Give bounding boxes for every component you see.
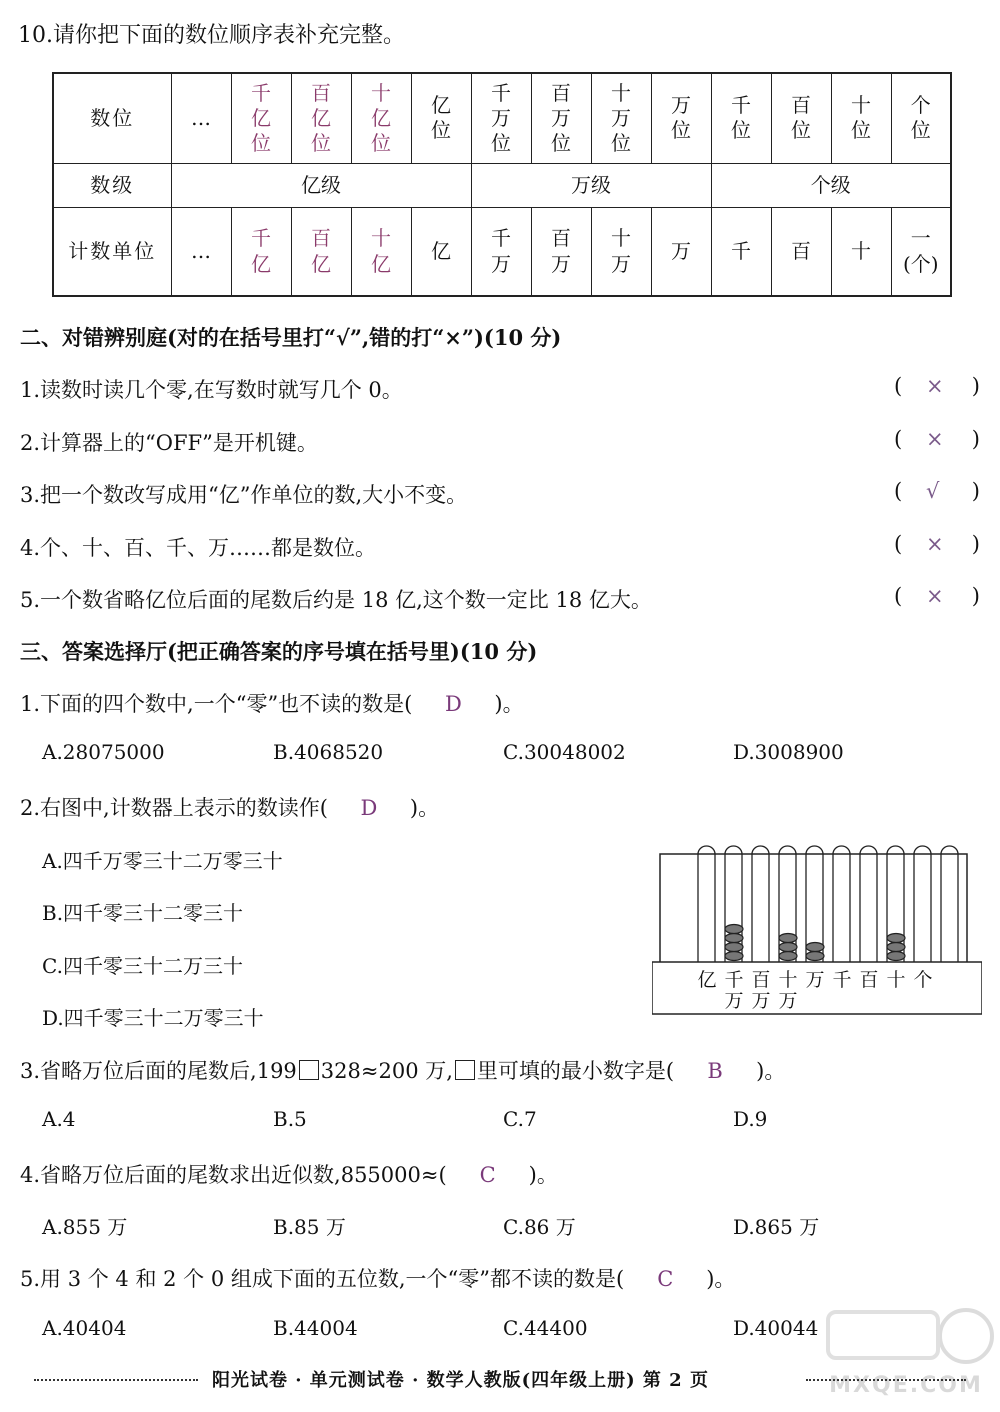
digit-cell: 百万位: [531, 73, 591, 163]
option-b: B.5: [273, 1107, 307, 1131]
unit-cell: 十万: [591, 207, 651, 296]
unit-cell: 十亿: [351, 207, 411, 296]
tf-item: 2.计算器上的“OFF”是开机键。: [20, 431, 318, 455]
abacus-label: 个: [913, 969, 933, 991]
answer-paren: ( × ): [894, 427, 980, 451]
abacus-bead: [725, 943, 743, 952]
option-c: C.86 万: [503, 1215, 576, 1239]
unit-cell: 百亿: [291, 207, 351, 296]
abacus-label: 十: [778, 969, 798, 991]
answer-paren: ( × ): [894, 374, 980, 398]
option-c: C.四千零三十二万三十: [42, 954, 243, 978]
footer-divider-left: [34, 1379, 198, 1381]
abacus-bead: [725, 925, 743, 934]
abacus-bead: [725, 952, 743, 961]
abacus-label: 十: [886, 969, 906, 991]
abacus-bead: [887, 952, 905, 961]
page-footer: [0, 1366, 1000, 1396]
abacus-label: 千: [724, 969, 744, 991]
unit-cell: 千万: [471, 207, 531, 296]
abacus-figure: [652, 838, 982, 1018]
option-d: D.9: [733, 1107, 768, 1131]
footer-text: 阳光试卷 · 单元测试卷 · 数学人教版(四年级上册) 第 2 页: [212, 1370, 709, 1391]
unit-cell: 百万: [531, 207, 591, 296]
abacus-bead: [779, 943, 797, 952]
digit-cell: 万位: [651, 73, 711, 163]
abacus-label: 万: [751, 990, 771, 1012]
option-a: A.855 万: [42, 1215, 128, 1239]
mc-question-3: 3.省略万位后面的尾数后,199 328≈200 万, 里可填的最小数字是( B )。: [20, 1059, 786, 1083]
row-label-level: 数级: [53, 163, 171, 207]
answer-paren: ( × ): [894, 584, 980, 608]
unit-cell: 十: [831, 207, 891, 296]
option-c: C.44400: [503, 1316, 588, 1340]
abacus-rod: [860, 846, 877, 962]
mc-question-2: 2.右图中,计数器上表示的数读作( D )。: [20, 796, 440, 820]
digit-cell: 千位: [711, 73, 771, 163]
option-d: D.40044: [733, 1316, 819, 1340]
question-10-title: 10.请你把下面的数位顺序表补充完整。: [18, 23, 405, 48]
abacus-label: 万: [805, 969, 825, 991]
abacus-bead: [779, 934, 797, 943]
abacus-label: 亿: [697, 969, 717, 991]
level-cell: 万级: [471, 163, 711, 207]
section-2-title: 二、对错辨别庭(对的在括号里打“√”,错的打“×”)(10 分): [20, 325, 562, 350]
digit-cell: 千亿位: [231, 73, 291, 163]
option-d: D.865 万: [733, 1215, 820, 1239]
blank-square-icon: [455, 1060, 475, 1080]
answer-paren: ( √ ): [894, 479, 980, 503]
answer-paren: ( × ): [894, 532, 980, 556]
unit-cell: 一(个): [891, 207, 951, 296]
row-label-digit: 数位: [53, 73, 171, 163]
abacus-bead: [887, 943, 905, 952]
option-a: A.28075000: [42, 740, 165, 764]
option-a: A.4: [42, 1107, 76, 1131]
abacus-bead: [806, 952, 824, 961]
unit-cell: 万: [651, 207, 711, 296]
unit-cell: 亿: [411, 207, 471, 296]
abacus-bead: [725, 934, 743, 943]
unit-cell: 千亿: [231, 207, 291, 296]
abacus-bead: [779, 952, 797, 961]
tf-item: 5.一个数省略亿位后面的尾数后约是 18 亿,这个数一定比 18 亿大。: [20, 588, 652, 612]
abacus-label: 百: [751, 969, 771, 991]
abacus-bead: [806, 943, 824, 952]
digit-cell: 十位: [831, 73, 891, 163]
unit-cell: 千: [711, 207, 771, 296]
abacus-rod: [698, 846, 715, 962]
option-b: B.4068520: [273, 740, 384, 764]
digit-cell: 亿位: [411, 73, 471, 163]
digit-cell: …: [171, 73, 231, 163]
tf-item: 1.读数时读几个零,在写数时就写几个 0。: [20, 378, 403, 402]
abacus-label: 万: [778, 990, 798, 1012]
abacus-bead: [887, 934, 905, 943]
footer-divider-right: [806, 1379, 966, 1381]
tf-item: 3.把一个数改写成用“亿”作单位的数,大小不变。: [20, 483, 468, 507]
abacus-label: 千: [832, 969, 852, 991]
unit-cell: 百: [771, 207, 831, 296]
tf-item: 4.个、十、百、千、万……都是数位。: [20, 536, 377, 560]
row-label-unit: 计数单位: [53, 207, 171, 296]
digit-cell: 百位: [771, 73, 831, 163]
option-d: D.3008900: [733, 740, 844, 764]
mc-question-1: 1.下面的四个数中,一个“零”也不读的数是( D )。: [20, 692, 524, 716]
unit-cell: …: [171, 207, 231, 296]
mc-question-4: 4.省略万位后面的尾数求出近似数,855000≈( C )。: [20, 1163, 558, 1187]
abacus-label: 万: [724, 990, 744, 1012]
level-cell: 个级: [711, 163, 951, 207]
abacus-rod: [914, 846, 931, 962]
option-b: B.44004: [273, 1316, 358, 1340]
digit-cell: 百亿位: [291, 73, 351, 163]
option-b: B.85 万: [273, 1215, 346, 1239]
digit-cell: 十万位: [591, 73, 651, 163]
digit-cell: 千万位: [471, 73, 531, 163]
option-a: A.四千万零三十二万零三十: [42, 849, 283, 873]
option-d: D.四千零三十二万零三十: [42, 1006, 264, 1030]
option-c: C.7: [503, 1107, 537, 1131]
mc-question-5: 5.用 3 个 4 和 2 个 0 组成下面的五位数,一个“零”都不读的数是( C )。: [20, 1267, 736, 1291]
option-b: B.四千零三十二零三十: [42, 901, 244, 925]
abacus-rod: [941, 846, 958, 962]
digit-cell: 个位: [891, 73, 951, 163]
svg-text:MXQE.COM: MXQE.COM: [829, 1373, 983, 1398]
blank-square-icon: [299, 1060, 319, 1080]
option-c: C.30048002: [503, 740, 626, 764]
abacus-rod: [833, 846, 850, 962]
abacus-label: 百: [859, 969, 879, 991]
section-3-title: 三、答案选择厅(把正确答案的序号填在括号里)(10 分): [20, 639, 538, 664]
option-a: A.40404: [42, 1316, 127, 1340]
level-cell: 亿级: [171, 163, 471, 207]
abacus-rod: [752, 846, 769, 962]
place-value-table: [52, 72, 952, 297]
digit-cell: 十亿位: [351, 73, 411, 163]
